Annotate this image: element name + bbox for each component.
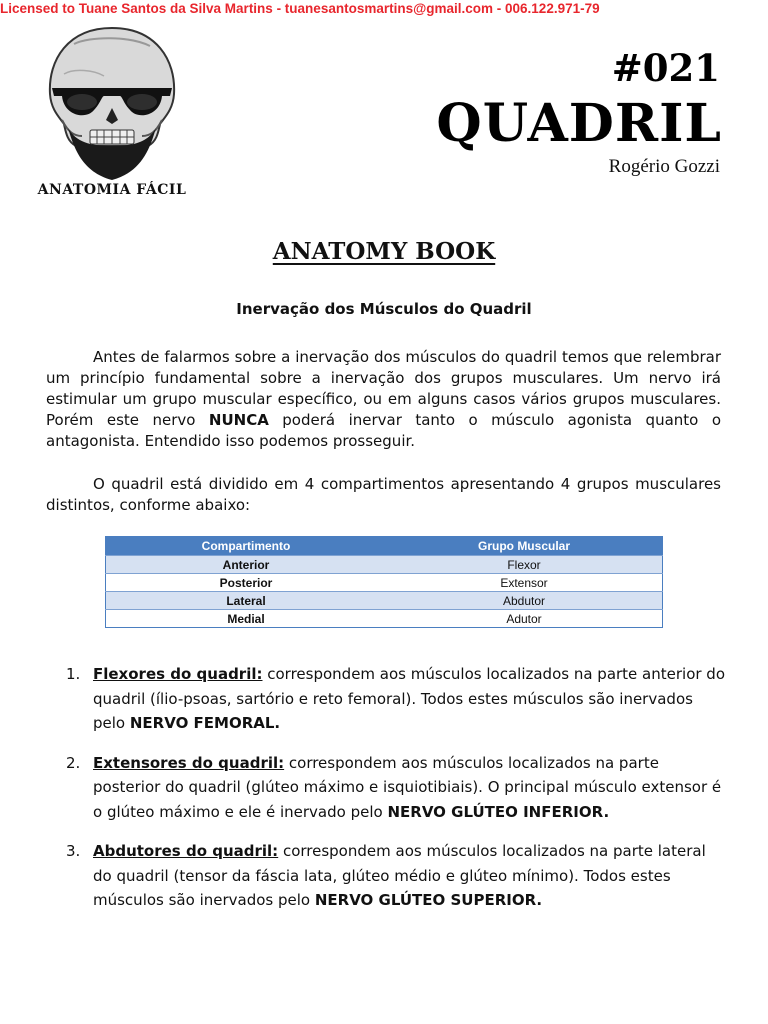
section-heading [0,238,768,265]
list-item-number: 2. [66,753,81,772]
table-header-muscle-group: Grupo Muscular [386,536,663,556]
intro-paragraph [46,347,721,452]
subtitle: Inervação dos Músculos do Quadril [236,300,532,318]
book-title: QUADRIL [436,93,722,154]
list-item-nerve: NERVO GLÚTEO SUPERIOR. [314,891,543,909]
list-item [66,751,726,825]
list-item [66,662,726,736]
table-cell-compartment: Anterior [106,556,387,574]
compartments-paragraph: O quadril está dividido em 4 compartimentos apresentando 4 grupos musculares distintos, conforme abaixo: [46,475,721,514]
table-row [106,574,663,592]
intro-emphasis: NUNCA [208,411,269,429]
list-item-text: correspondem aos músculos localizados na parte lateral do quadril (tensor da fáscia lata, glúteo médio e glúteo mínimo). Todos estes músculos são inervados pelo [93,842,706,909]
list-item-number: 1. [66,665,81,683]
muscle-groups-list [66,662,726,928]
table-cell-compartment: Posterior [106,574,387,592]
list-item-term: Flexores do quadril: [93,665,263,683]
table-row [106,592,663,610]
list-item-term: Extensores do quadril: [93,753,285,772]
logo-text: ANATOMIA FÁCIL [37,182,187,198]
intro-text-start: Antes de falarmos sobre a inervação dos músculos do quadril temos que relembrar um princípio fundamental sobre a inervação dos grupos musculares. Um nervo irá estimular um grupo muscular específico, ou em alguns casos vários grupos musculares. Porém este nervo [46,348,721,429]
list-item-nerve: NERVO GLÚTEO INFERIOR. [387,802,610,821]
license-notice: Licensed to Tuane Santos da Silva Martins - tuanesantosmartins@gmail.com - 006.122.971-79 [0,1,600,16]
table-cell-muscle-group: Abdutor [386,592,663,610]
table-cell-muscle-group: Adutor [386,610,663,628]
table-row [106,556,663,574]
author: Rogério Gozzi [608,156,720,177]
table-cell-compartment: Medial [106,610,387,628]
table-cell-muscle-group: Extensor [386,574,663,592]
intro-text-end: poderá inervar tanto o músculo agonista quanto o antagonista. Entendido isso podemos prosseguir. [46,411,721,450]
list-item-text: correspondem aos músculos localizados na parte posterior do quadril (glúteo máximo e isquiotibiais). O principal músculo extensor é o glúteo máximo e ele é inervado pelo [93,753,722,821]
table-cell-muscle-group: Flexor [386,556,663,574]
compartments-table [105,536,663,628]
skull-with-sunglasses-icon [34,24,190,184]
table-cell-compartment: Lateral [106,592,387,610]
table-header-compartment: Compartimento [106,536,387,556]
list-item-nerve: NERVO FEMORAL. [129,714,281,732]
list-item-term: Abdutores do quadril: [93,842,279,860]
logo [34,24,190,204]
list-item [66,839,726,913]
list-item-text: correspondem aos músculos localizados na parte anterior do quadril (ílio-psoas, sartório e reto femoral). Todos estes músculos são inervados pelo [93,665,726,732]
section-heading-text: ANATOMY BOOK [272,238,496,265]
list-item-number: 3. [66,842,81,860]
table-header-row [106,536,663,556]
table-row [106,610,663,628]
issue-number: #021 [611,46,720,90]
